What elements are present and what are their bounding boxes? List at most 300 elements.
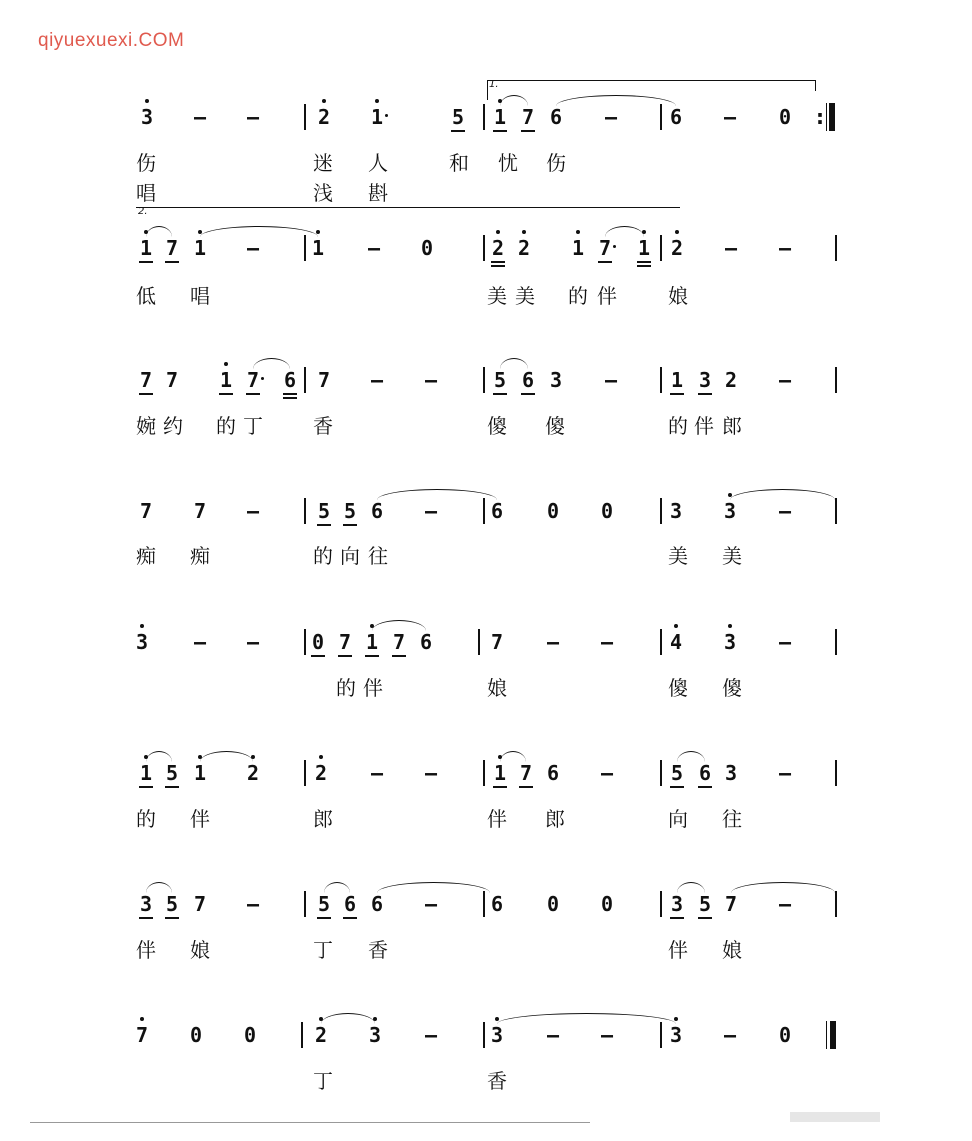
barline: [304, 367, 306, 393]
jianpu-note: [775, 893, 795, 915]
note-digit: 1: [139, 236, 153, 260]
barline: [835, 498, 837, 524]
note-digit: –: [370, 368, 384, 392]
note-digit: 5: [493, 368, 507, 392]
note-digit: 3: [135, 630, 149, 654]
lyric-char: 往: [368, 544, 388, 568]
lyric-char: 伴: [190, 807, 210, 831]
note-digit: 2: [246, 761, 260, 785]
jianpu-note: [243, 893, 263, 915]
eighth-underline: [521, 393, 535, 395]
lyric-char: 香: [313, 414, 333, 438]
note-digit: 5: [451, 105, 465, 129]
note-digit: 6: [490, 499, 504, 523]
lyric-char: 浅: [313, 181, 333, 205]
octave-up-dot: [674, 624, 678, 628]
lyric-char: 伴: [668, 938, 688, 962]
lyric-char: 娘: [668, 284, 688, 308]
note-digit: –: [778, 761, 792, 785]
jianpu-note: [136, 500, 156, 522]
octave-up-dot: [522, 230, 526, 234]
eighth-underline: [343, 917, 357, 919]
jianpu-note: [666, 500, 686, 522]
note-digit: –: [600, 630, 614, 654]
note-digit: 6: [698, 761, 712, 785]
note-digit: 3: [549, 368, 563, 392]
lyric-char: 美: [722, 544, 742, 568]
jianpu-note: [775, 1024, 795, 1046]
jianpu-note: [421, 369, 441, 391]
jianpu-note: [421, 1024, 441, 1046]
eighth-underline: [670, 917, 684, 919]
jianpu-note: [546, 369, 566, 391]
eighth-underline: [451, 130, 465, 132]
octave-up-dot: [728, 624, 732, 628]
lyric-char: 伤: [136, 151, 156, 175]
jianpu-note: [364, 237, 384, 259]
barline: [483, 498, 485, 524]
barline: [660, 760, 662, 786]
note-digit: 7: [165, 368, 179, 392]
eighth-underline: [139, 393, 153, 395]
note-digit: –: [546, 1023, 560, 1047]
note-digit: 0: [778, 105, 792, 129]
octave-up-dot: [675, 230, 679, 234]
lyric-char: 伴: [136, 938, 156, 962]
jianpu-note: [487, 893, 507, 915]
barline: [483, 104, 485, 130]
note-digit: –: [724, 236, 738, 260]
jianpu-note: [367, 762, 387, 784]
eighth-underline: [491, 261, 505, 263]
note-digit: 7: [317, 368, 331, 392]
note-digit: 3: [723, 499, 737, 523]
barline: [835, 891, 837, 917]
jianpu-note: [365, 1024, 385, 1046]
corner-mark: [790, 1112, 880, 1122]
eighth-underline: [246, 393, 260, 395]
jianpu-note: [314, 500, 334, 522]
jianpu-note: [308, 237, 328, 259]
final-bar-thin: [826, 1021, 827, 1049]
note-digit: 0: [546, 892, 560, 916]
note-digit: 7: [135, 1023, 149, 1047]
barline: [304, 235, 306, 261]
lyric-char: 傻: [668, 676, 688, 700]
jianpu-note: [340, 500, 360, 522]
tie-arc: [146, 751, 172, 762]
lyric-char: 香: [368, 938, 388, 962]
octave-up-dot: [496, 230, 500, 234]
lyric-char: 婉: [136, 414, 156, 438]
jianpu-note: [597, 631, 617, 653]
jianpu-note: [340, 893, 360, 915]
lyric-char: 傻: [545, 414, 565, 438]
jianpu-note: [490, 369, 510, 391]
note-digit: –: [424, 499, 438, 523]
note-digit: 4: [669, 630, 683, 654]
jianpu-note: [487, 500, 507, 522]
note-digit: –: [604, 105, 618, 129]
barline: [304, 891, 306, 917]
eighth-underline: [493, 786, 507, 788]
jianpu-note: [448, 106, 468, 128]
note-digit: 1: [493, 105, 507, 129]
lyric-char: 伴: [487, 807, 507, 831]
lyric-char: 的: [216, 414, 236, 438]
note-digit: 7: [490, 630, 504, 654]
jianpu-note: [243, 237, 263, 259]
jianpu-note: [490, 106, 510, 128]
note-digit: –: [193, 630, 207, 654]
barline: [304, 104, 306, 130]
augmentation-dot: [261, 377, 264, 380]
note-digit: 7: [519, 761, 533, 785]
note-digit: 1: [493, 761, 507, 785]
sixteenth-underline: [637, 265, 651, 267]
note-digit: –: [424, 368, 438, 392]
octave-up-dot: [375, 99, 379, 103]
lyric-char: 香: [487, 1069, 507, 1093]
note-digit: 5: [165, 761, 179, 785]
jianpu-note: [421, 893, 441, 915]
jianpu-note: [367, 500, 387, 522]
jianpu-note: [543, 762, 563, 784]
note-digit: 3: [723, 630, 737, 654]
note-digit: 7: [139, 499, 153, 523]
barline: [835, 760, 837, 786]
jianpu-note: [162, 893, 182, 915]
lyric-char: 向: [668, 807, 688, 831]
note-digit: 7: [521, 105, 535, 129]
note-digit: 2: [724, 368, 738, 392]
volta-label: 2.: [138, 206, 148, 217]
jianpu-note: [518, 106, 538, 128]
repeat-end-thick: [829, 103, 835, 131]
lyric-char: 伴: [597, 284, 617, 308]
note-digit: –: [723, 1023, 737, 1047]
lyric-char: 娘: [722, 938, 742, 962]
note-digit: 2: [314, 1023, 328, 1047]
site-watermark: qiyuexuexi.COM: [38, 30, 185, 51]
jianpu-note: [421, 500, 441, 522]
octave-up-dot: [576, 230, 580, 234]
volta-left-edge: [487, 80, 488, 100]
note-digit: 1: [139, 761, 153, 785]
jianpu-note: [367, 106, 387, 128]
note-digit: 3: [368, 1023, 382, 1047]
eighth-underline: [139, 261, 153, 263]
tie-arc: [500, 95, 528, 106]
note-digit: 2: [317, 105, 331, 129]
eighth-underline: [365, 655, 379, 657]
lyric-char: 往: [722, 807, 742, 831]
jianpu-note: [720, 1024, 740, 1046]
jianpu-note: [543, 631, 563, 653]
jianpu-note: [216, 369, 236, 391]
jianpu-note: [666, 1024, 686, 1046]
lyric-char: 的: [313, 544, 333, 568]
note-digit: 0: [311, 630, 325, 654]
volta-first-ending: [487, 80, 816, 91]
barline: [301, 1022, 303, 1048]
jianpu-note: [720, 106, 740, 128]
lyric-char: 低: [136, 284, 156, 308]
octave-up-dot: [316, 230, 320, 234]
lyric-char: 傻: [722, 676, 742, 700]
barline: [660, 629, 662, 655]
barline: [304, 498, 306, 524]
jianpu-note: [132, 631, 152, 653]
tie-arc: [146, 226, 172, 237]
note-digit: –: [604, 368, 618, 392]
note-digit: –: [778, 892, 792, 916]
jianpu-note: [137, 106, 157, 128]
jianpu-note: [666, 631, 686, 653]
note-digit: –: [246, 630, 260, 654]
barline: [660, 891, 662, 917]
jianpu-note: [543, 1024, 563, 1046]
sixteenth-underline: [491, 265, 505, 267]
jianpu-note: [162, 237, 182, 259]
barline: [835, 367, 837, 393]
eighth-underline: [698, 917, 712, 919]
jianpu-note: [488, 237, 508, 259]
note-digit: –: [246, 499, 260, 523]
eighth-underline: [637, 261, 651, 263]
jianpu-note: [416, 631, 436, 653]
eighth-underline: [698, 786, 712, 788]
note-digit: 2: [670, 236, 684, 260]
jianpu-note: [543, 500, 563, 522]
jianpu-note: [516, 762, 536, 784]
barline: [660, 498, 662, 524]
jianpu-note: [186, 1024, 206, 1046]
jianpu-note: [190, 500, 210, 522]
note-digit: 5: [343, 499, 357, 523]
note-digit: 0: [243, 1023, 257, 1047]
note-digit: –: [246, 105, 260, 129]
lyric-char: 伤: [546, 151, 566, 175]
note-digit: 3: [140, 105, 154, 129]
eighth-underline: [598, 261, 612, 263]
note-digit: –: [367, 236, 381, 260]
jianpu-note: [667, 237, 687, 259]
note-digit: 6: [283, 368, 297, 392]
barline: [835, 235, 837, 261]
barline: [660, 104, 662, 130]
tie-arc: [497, 1013, 676, 1024]
note-digit: –: [246, 236, 260, 260]
note-digit: 0: [546, 499, 560, 523]
jianpu-note: [597, 893, 617, 915]
barline: [483, 367, 485, 393]
jianpu-note: [597, 762, 617, 784]
note-digit: 6: [490, 892, 504, 916]
eighth-underline: [338, 655, 352, 657]
jianpu-note: [243, 106, 263, 128]
note-digit: 0: [189, 1023, 203, 1047]
eighth-underline: [519, 786, 533, 788]
jianpu-note: [775, 106, 795, 128]
jianpu-note: [190, 237, 210, 259]
note-digit: –: [600, 761, 614, 785]
barline: [304, 629, 306, 655]
note-digit: 6: [549, 105, 563, 129]
eighth-underline: [343, 524, 357, 526]
jianpu-note: [514, 237, 534, 259]
augmentation-dot: [613, 245, 616, 248]
jianpu-note: [362, 631, 382, 653]
lyric-char: 唱: [190, 284, 210, 308]
lyric-char: 的: [336, 676, 356, 700]
lyric-char: 迷: [313, 151, 333, 175]
note-digit: 0: [600, 499, 614, 523]
lyric-char: 美: [668, 544, 688, 568]
lyric-char: 的: [668, 414, 688, 438]
note-digit: 2: [314, 761, 328, 785]
jianpu-note: [775, 631, 795, 653]
jianpu-note: [601, 369, 621, 391]
jianpu-note: [243, 631, 263, 653]
tie-arc: [324, 882, 350, 893]
note-digit: 1: [219, 368, 233, 392]
jianpu-note: [667, 762, 687, 784]
jianpu-note: [775, 237, 795, 259]
jianpu-note: [597, 500, 617, 522]
jianpu-note: [568, 237, 588, 259]
octave-up-dot: [140, 1017, 144, 1021]
tie-arc: [731, 882, 835, 893]
note-digit: 6: [669, 105, 683, 129]
jianpu-note: [721, 237, 741, 259]
jianpu-note: [243, 369, 263, 391]
jianpu-note: [417, 237, 437, 259]
note-digit: 6: [521, 368, 535, 392]
tie-arc: [372, 620, 426, 631]
lyric-char: 丁: [313, 1069, 333, 1093]
eighth-underline: [219, 393, 233, 395]
barline: [304, 760, 306, 786]
note-digit: 7: [246, 368, 260, 392]
eighth-underline: [165, 917, 179, 919]
jianpu-note: [190, 106, 210, 128]
lyric-char: 郎: [545, 807, 565, 831]
final-bar-thick: [830, 1021, 836, 1049]
note-digit: –: [370, 761, 384, 785]
note-digit: –: [424, 761, 438, 785]
jianpu-note: [132, 1024, 152, 1046]
tie-arc: [200, 751, 253, 762]
jianpu-note: [543, 893, 563, 915]
note-digit: 5: [165, 892, 179, 916]
jianpu-note: [601, 106, 621, 128]
eighth-underline: [493, 393, 507, 395]
lyric-char: 伴: [363, 676, 383, 700]
note-digit: 6: [343, 892, 357, 916]
jianpu-note: [162, 762, 182, 784]
volta-label: 1.: [489, 79, 499, 90]
note-digit: 1: [193, 236, 207, 260]
note-digit: –: [778, 499, 792, 523]
eighth-underline: [139, 917, 153, 919]
lyric-char: 娘: [190, 938, 210, 962]
lyric-char: 约: [163, 414, 183, 438]
barline: [483, 235, 485, 261]
tie-arc: [500, 751, 526, 762]
note-digit: –: [424, 892, 438, 916]
note-digit: 3: [670, 892, 684, 916]
note-digit: 7: [165, 236, 179, 260]
lyric-char: 伴: [694, 414, 714, 438]
note-digit: 5: [698, 892, 712, 916]
tie-arc: [730, 489, 835, 500]
jianpu-note: [190, 893, 210, 915]
tie-arc: [677, 751, 705, 762]
eighth-underline: [670, 393, 684, 395]
jianpu-note: [240, 1024, 260, 1046]
tie-arc: [146, 882, 172, 893]
note-digit: 7: [392, 630, 406, 654]
jianpu-note: [518, 369, 538, 391]
jianpu-note: [243, 762, 263, 784]
note-digit: 3: [724, 761, 738, 785]
tie-arc: [677, 882, 705, 893]
note-digit: –: [600, 1023, 614, 1047]
octave-up-dot: [140, 624, 144, 628]
note-digit: 7: [193, 499, 207, 523]
tie-arc: [556, 95, 676, 106]
jianpu-note: [389, 631, 409, 653]
repeat-dots: :: [816, 105, 824, 129]
jianpu-note: [308, 631, 328, 653]
note-digit: 7: [193, 892, 207, 916]
jianpu-note: [667, 893, 687, 915]
note-digit: 1: [311, 236, 325, 260]
note-digit: 1: [637, 236, 651, 260]
jianpu-note: [136, 762, 156, 784]
jianpu-note: [367, 893, 387, 915]
jianpu-note: [695, 762, 715, 784]
note-digit: 1: [670, 368, 684, 392]
note-digit: 6: [419, 630, 433, 654]
barline: [660, 235, 662, 261]
note-digit: –: [723, 105, 737, 129]
eighth-underline: [392, 655, 406, 657]
jianpu-note: [775, 369, 795, 391]
jianpu-note: [775, 762, 795, 784]
tie-arc: [200, 226, 318, 237]
tie-arc: [321, 1013, 375, 1024]
note-digit: 3: [669, 1023, 683, 1047]
jianpu-note: [136, 369, 156, 391]
jianpu-note: [666, 106, 686, 128]
jianpu-note: [695, 893, 715, 915]
jianpu-note: [367, 369, 387, 391]
tie-arc: [605, 226, 644, 237]
jianpu-note: [487, 631, 507, 653]
lyric-char: 郎: [313, 807, 333, 831]
jianpu-note: [136, 893, 156, 915]
eighth-underline: [698, 393, 712, 395]
jianpu-note: [775, 500, 795, 522]
note-digit: 7: [724, 892, 738, 916]
jianpu-note: [634, 237, 654, 259]
note-digit: 1: [370, 105, 384, 129]
tie-arc: [377, 882, 490, 893]
note-digit: –: [778, 630, 792, 654]
octave-up-dot: [322, 99, 326, 103]
